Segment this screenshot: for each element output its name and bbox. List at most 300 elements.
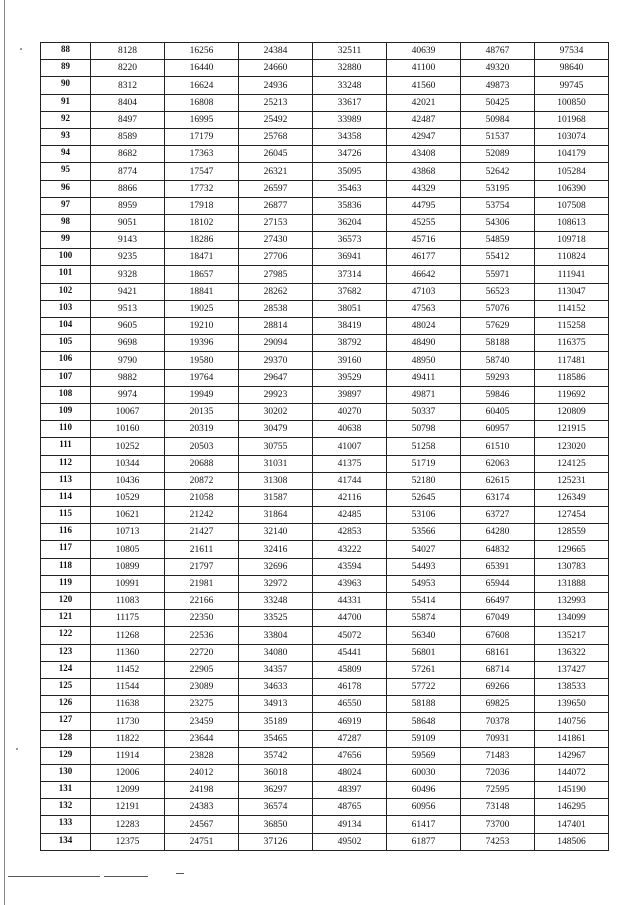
- table-row: [41, 283, 609, 300]
- value-cell: 38051: [313, 300, 387, 317]
- value-cell: 129665: [535, 541, 609, 558]
- value-cell: 28538: [239, 300, 313, 317]
- value-cell: 9051: [91, 214, 165, 231]
- table-row: [41, 661, 609, 678]
- value-cell: 65944: [461, 575, 535, 592]
- value-cell: 53195: [461, 180, 535, 197]
- value-cell: 132993: [535, 593, 609, 610]
- value-cell: 18471: [165, 249, 239, 266]
- value-cell: 97534: [535, 43, 609, 60]
- value-cell: 148506: [535, 833, 609, 850]
- row-number-cell: 123: [41, 644, 91, 661]
- value-cell: 9328: [91, 266, 165, 283]
- value-cell: 29647: [239, 369, 313, 386]
- row-number-cell: 91: [41, 94, 91, 111]
- row-number-cell: 122: [41, 627, 91, 644]
- value-cell: 73700: [461, 816, 535, 833]
- value-cell: 40639: [387, 43, 461, 60]
- table-row: [41, 43, 609, 60]
- value-cell: 65391: [461, 558, 535, 575]
- value-cell: 55414: [387, 593, 461, 610]
- value-cell: 32140: [239, 524, 313, 541]
- value-cell: 35836: [313, 197, 387, 214]
- row-number-cell: 92: [41, 111, 91, 128]
- value-cell: 46550: [313, 696, 387, 713]
- table-row: [41, 438, 609, 455]
- table-row: [41, 146, 609, 163]
- value-cell: 34080: [239, 644, 313, 661]
- row-number-cell: 119: [41, 575, 91, 592]
- value-cell: 45441: [313, 644, 387, 661]
- value-cell: 20319: [165, 421, 239, 438]
- table-row: [41, 713, 609, 730]
- value-cell: 19396: [165, 335, 239, 352]
- value-cell: 72036: [461, 764, 535, 781]
- table-row: [41, 764, 609, 781]
- value-cell: 50798: [387, 421, 461, 438]
- row-number-cell: 126: [41, 696, 91, 713]
- table-row: [41, 799, 609, 816]
- value-cell: 26877: [239, 197, 313, 214]
- value-cell: 25768: [239, 128, 313, 145]
- value-cell: 61417: [387, 816, 461, 833]
- value-cell: 21981: [165, 575, 239, 592]
- value-cell: 21242: [165, 507, 239, 524]
- value-cell: 53106: [387, 507, 461, 524]
- value-cell: 140756: [535, 713, 609, 730]
- value-cell: 52089: [461, 146, 535, 163]
- value-cell: 52645: [387, 489, 461, 506]
- value-cell: 67608: [461, 627, 535, 644]
- value-cell: 31031: [239, 455, 313, 472]
- value-cell: 34358: [313, 128, 387, 145]
- value-cell: 138533: [535, 678, 609, 695]
- value-cell: 18657: [165, 266, 239, 283]
- value-cell: 146295: [535, 799, 609, 816]
- value-cell: 32972: [239, 575, 313, 592]
- value-cell: 12099: [91, 782, 165, 799]
- value-cell: 114152: [535, 300, 609, 317]
- value-cell: 124125: [535, 455, 609, 472]
- value-cell: 30479: [239, 421, 313, 438]
- table-row: [41, 180, 609, 197]
- value-cell: 98640: [535, 60, 609, 77]
- value-cell: 24567: [165, 816, 239, 833]
- value-cell: 21611: [165, 541, 239, 558]
- value-cell: 30202: [239, 403, 313, 420]
- value-cell: 9698: [91, 335, 165, 352]
- value-cell: 41100: [387, 60, 461, 77]
- value-cell: 56523: [461, 283, 535, 300]
- value-cell: 10899: [91, 558, 165, 575]
- table-row: [41, 730, 609, 747]
- value-cell: 19764: [165, 369, 239, 386]
- value-cell: 19580: [165, 352, 239, 369]
- value-cell: 61877: [387, 833, 461, 850]
- value-cell: 11914: [91, 747, 165, 764]
- value-cell: 43408: [387, 146, 461, 163]
- value-cell: 57076: [461, 300, 535, 317]
- value-cell: 108613: [535, 214, 609, 231]
- row-number-cell: 96: [41, 180, 91, 197]
- value-cell: 24384: [239, 43, 313, 60]
- value-cell: 22536: [165, 627, 239, 644]
- value-cell: 18286: [165, 232, 239, 249]
- value-cell: 47287: [313, 730, 387, 747]
- value-cell: 48024: [313, 764, 387, 781]
- value-cell: 23275: [165, 696, 239, 713]
- row-number-cell: 132: [41, 799, 91, 816]
- row-number-cell: 133: [41, 816, 91, 833]
- data-table: [40, 42, 609, 851]
- value-cell: 17363: [165, 146, 239, 163]
- row-number-cell: 113: [41, 472, 91, 489]
- value-cell: 106390: [535, 180, 609, 197]
- value-cell: 42947: [387, 128, 461, 145]
- value-cell: 60405: [461, 403, 535, 420]
- row-number-cell: 127: [41, 713, 91, 730]
- value-cell: 60496: [387, 782, 461, 799]
- value-cell: 57722: [387, 678, 461, 695]
- value-cell: 50337: [387, 403, 461, 420]
- table-row: [41, 507, 609, 524]
- value-cell: 11452: [91, 661, 165, 678]
- value-cell: 47656: [313, 747, 387, 764]
- value-cell: 111941: [535, 266, 609, 283]
- value-cell: 70931: [461, 730, 535, 747]
- value-cell: 22350: [165, 610, 239, 627]
- value-cell: 54306: [461, 214, 535, 231]
- table-row: [41, 369, 609, 386]
- value-cell: 37126: [239, 833, 313, 850]
- value-cell: 56340: [387, 627, 461, 644]
- footer-rule: [8, 876, 100, 877]
- value-cell: 27430: [239, 232, 313, 249]
- value-cell: 24012: [165, 764, 239, 781]
- value-cell: 58188: [387, 696, 461, 713]
- table-row: [41, 421, 609, 438]
- value-cell: 8312: [91, 77, 165, 94]
- value-cell: 25492: [239, 111, 313, 128]
- value-cell: 40638: [313, 421, 387, 438]
- value-cell: 33525: [239, 610, 313, 627]
- value-cell: 58648: [387, 713, 461, 730]
- table-row: [41, 816, 609, 833]
- table-row: [41, 403, 609, 420]
- value-cell: 35465: [239, 730, 313, 747]
- value-cell: 136322: [535, 644, 609, 661]
- value-cell: 35463: [313, 180, 387, 197]
- value-cell: 12191: [91, 799, 165, 816]
- value-cell: 24936: [239, 77, 313, 94]
- row-number-cell: 97: [41, 197, 91, 214]
- value-cell: 26597: [239, 180, 313, 197]
- value-cell: 49502: [313, 833, 387, 850]
- value-cell: 62063: [461, 455, 535, 472]
- table-row: [41, 678, 609, 695]
- row-number-cell: 128: [41, 730, 91, 747]
- value-cell: 11822: [91, 730, 165, 747]
- value-cell: 28814: [239, 318, 313, 335]
- value-cell: 32511: [313, 43, 387, 60]
- value-cell: 17547: [165, 163, 239, 180]
- value-cell: 125231: [535, 472, 609, 489]
- row-number-cell: 105: [41, 335, 91, 352]
- value-cell: 69266: [461, 678, 535, 695]
- value-cell: 130783: [535, 558, 609, 575]
- row-number-cell: 98: [41, 214, 91, 231]
- value-cell: 42853: [313, 524, 387, 541]
- row-number-cell: 94: [41, 146, 91, 163]
- value-cell: 34913: [239, 696, 313, 713]
- value-cell: 62615: [461, 472, 535, 489]
- value-cell: 144072: [535, 764, 609, 781]
- value-cell: 44795: [387, 197, 461, 214]
- value-cell: 73148: [461, 799, 535, 816]
- value-cell: 49411: [387, 369, 461, 386]
- table-row: [41, 214, 609, 231]
- table-row: [41, 747, 609, 764]
- table-row: [41, 249, 609, 266]
- value-cell: 10991: [91, 575, 165, 592]
- value-cell: 104179: [535, 146, 609, 163]
- row-number-cell: 104: [41, 318, 91, 335]
- value-cell: 26321: [239, 163, 313, 180]
- table-row: [41, 833, 609, 850]
- scan-speck: [16, 748, 18, 750]
- value-cell: 66497: [461, 593, 535, 610]
- value-cell: 46919: [313, 713, 387, 730]
- row-number-cell: 103: [41, 300, 91, 317]
- value-cell: 9605: [91, 318, 165, 335]
- row-number-cell: 121: [41, 610, 91, 627]
- value-cell: 8682: [91, 146, 165, 163]
- value-cell: 8589: [91, 128, 165, 145]
- value-cell: 12006: [91, 764, 165, 781]
- table-row: [41, 593, 609, 610]
- value-cell: 38792: [313, 335, 387, 352]
- table-row: [41, 318, 609, 335]
- value-cell: 10621: [91, 507, 165, 524]
- table-row: [41, 489, 609, 506]
- value-cell: 10344: [91, 455, 165, 472]
- value-cell: 58740: [461, 352, 535, 369]
- row-number-cell: 89: [41, 60, 91, 77]
- value-cell: 69825: [461, 696, 535, 713]
- value-cell: 45716: [387, 232, 461, 249]
- value-cell: 48765: [313, 799, 387, 816]
- value-cell: 27985: [239, 266, 313, 283]
- value-cell: 59293: [461, 369, 535, 386]
- row-number-cell: 134: [41, 833, 91, 850]
- value-cell: 43222: [313, 541, 387, 558]
- value-cell: 55412: [461, 249, 535, 266]
- row-number-cell: 116: [41, 524, 91, 541]
- value-cell: 33617: [313, 94, 387, 111]
- table-row: [41, 386, 609, 403]
- value-cell: 11083: [91, 593, 165, 610]
- row-number-cell: 100: [41, 249, 91, 266]
- value-cell: 64832: [461, 541, 535, 558]
- value-cell: 18102: [165, 214, 239, 231]
- value-cell: 16256: [165, 43, 239, 60]
- value-cell: 103074: [535, 128, 609, 145]
- value-cell: 137427: [535, 661, 609, 678]
- table-row: [41, 575, 609, 592]
- value-cell: 40270: [313, 403, 387, 420]
- value-cell: 9974: [91, 386, 165, 403]
- value-cell: 11730: [91, 713, 165, 730]
- row-number-cell: 120: [41, 593, 91, 610]
- value-cell: 44700: [313, 610, 387, 627]
- table-row: [41, 627, 609, 644]
- row-number-cell: 93: [41, 128, 91, 145]
- table-row: [41, 232, 609, 249]
- value-cell: 36018: [239, 764, 313, 781]
- table-row: [41, 111, 609, 128]
- value-cell: 64280: [461, 524, 535, 541]
- value-cell: 10252: [91, 438, 165, 455]
- value-cell: 9513: [91, 300, 165, 317]
- left-margin-rule: [4, 0, 5, 905]
- value-cell: 68714: [461, 661, 535, 678]
- value-cell: 142967: [535, 747, 609, 764]
- value-cell: 110824: [535, 249, 609, 266]
- value-cell: 45072: [313, 627, 387, 644]
- value-cell: 116375: [535, 335, 609, 352]
- value-cell: 21797: [165, 558, 239, 575]
- value-cell: 49320: [461, 60, 535, 77]
- value-cell: 12375: [91, 833, 165, 850]
- value-cell: 128559: [535, 524, 609, 541]
- value-cell: 60957: [461, 421, 535, 438]
- value-cell: 24198: [165, 782, 239, 799]
- value-cell: 53754: [461, 197, 535, 214]
- value-cell: 22905: [165, 661, 239, 678]
- row-number-cell: 124: [41, 661, 91, 678]
- value-cell: 34726: [313, 146, 387, 163]
- value-cell: 8220: [91, 60, 165, 77]
- value-cell: 147401: [535, 816, 609, 833]
- value-cell: 10529: [91, 489, 165, 506]
- value-cell: 16808: [165, 94, 239, 111]
- value-cell: 31864: [239, 507, 313, 524]
- value-cell: 16624: [165, 77, 239, 94]
- value-cell: 29094: [239, 335, 313, 352]
- table-row: [41, 644, 609, 661]
- value-cell: 39897: [313, 386, 387, 403]
- value-cell: 48490: [387, 335, 461, 352]
- row-number-cell: 118: [41, 558, 91, 575]
- value-cell: 18841: [165, 283, 239, 300]
- row-number-cell: 130: [41, 764, 91, 781]
- value-cell: 23459: [165, 713, 239, 730]
- value-cell: 10160: [91, 421, 165, 438]
- value-cell: 19949: [165, 386, 239, 403]
- value-cell: 8404: [91, 94, 165, 111]
- value-cell: 131888: [535, 575, 609, 592]
- value-cell: 39529: [313, 369, 387, 386]
- value-cell: 43594: [313, 558, 387, 575]
- value-cell: 74253: [461, 833, 535, 850]
- value-cell: 37314: [313, 266, 387, 283]
- value-cell: 17179: [165, 128, 239, 145]
- value-cell: 9421: [91, 283, 165, 300]
- value-cell: 56801: [387, 644, 461, 661]
- table-row: [41, 610, 609, 627]
- value-cell: 141861: [535, 730, 609, 747]
- value-cell: 32696: [239, 558, 313, 575]
- value-cell: 54953: [387, 575, 461, 592]
- value-cell: 21058: [165, 489, 239, 506]
- row-number-cell: 90: [41, 77, 91, 94]
- value-cell: 52180: [387, 472, 461, 489]
- value-cell: 51537: [461, 128, 535, 145]
- table-row: [41, 472, 609, 489]
- value-cell: 120809: [535, 403, 609, 420]
- table-row: [41, 524, 609, 541]
- row-number-cell: 111: [41, 438, 91, 455]
- value-cell: 16440: [165, 60, 239, 77]
- value-cell: 26045: [239, 146, 313, 163]
- table-row: [41, 266, 609, 283]
- footer-rule: [104, 876, 148, 877]
- value-cell: 10067: [91, 403, 165, 420]
- value-cell: 9143: [91, 232, 165, 249]
- value-cell: 60956: [387, 799, 461, 816]
- value-cell: 60030: [387, 764, 461, 781]
- value-cell: 22720: [165, 644, 239, 661]
- value-cell: 59569: [387, 747, 461, 764]
- value-cell: 109718: [535, 232, 609, 249]
- value-cell: 9882: [91, 369, 165, 386]
- table-row: [41, 163, 609, 180]
- value-cell: 8774: [91, 163, 165, 180]
- value-cell: 54859: [461, 232, 535, 249]
- value-cell: 36573: [313, 232, 387, 249]
- value-cell: 139650: [535, 696, 609, 713]
- value-cell: 29370: [239, 352, 313, 369]
- value-cell: 50984: [461, 111, 535, 128]
- value-cell: 37682: [313, 283, 387, 300]
- value-cell: 123020: [535, 438, 609, 455]
- value-cell: 43963: [313, 575, 387, 592]
- value-cell: 24383: [165, 799, 239, 816]
- value-cell: 39160: [313, 352, 387, 369]
- value-cell: 100850: [535, 94, 609, 111]
- value-cell: 55971: [461, 266, 535, 283]
- table-row: [41, 94, 609, 111]
- value-cell: 9235: [91, 249, 165, 266]
- row-number-cell: 131: [41, 782, 91, 799]
- value-cell: 70378: [461, 713, 535, 730]
- value-cell: 10436: [91, 472, 165, 489]
- value-cell: 107508: [535, 197, 609, 214]
- value-cell: 105284: [535, 163, 609, 180]
- value-cell: 44329: [387, 180, 461, 197]
- table-row: [41, 77, 609, 94]
- value-cell: 118586: [535, 369, 609, 386]
- value-cell: 33989: [313, 111, 387, 128]
- value-cell: 43868: [387, 163, 461, 180]
- row-number-cell: 112: [41, 455, 91, 472]
- value-cell: 17732: [165, 180, 239, 197]
- value-cell: 46177: [387, 249, 461, 266]
- value-cell: 20135: [165, 403, 239, 420]
- value-cell: 63174: [461, 489, 535, 506]
- row-number-cell: 101: [41, 266, 91, 283]
- value-cell: 25213: [239, 94, 313, 111]
